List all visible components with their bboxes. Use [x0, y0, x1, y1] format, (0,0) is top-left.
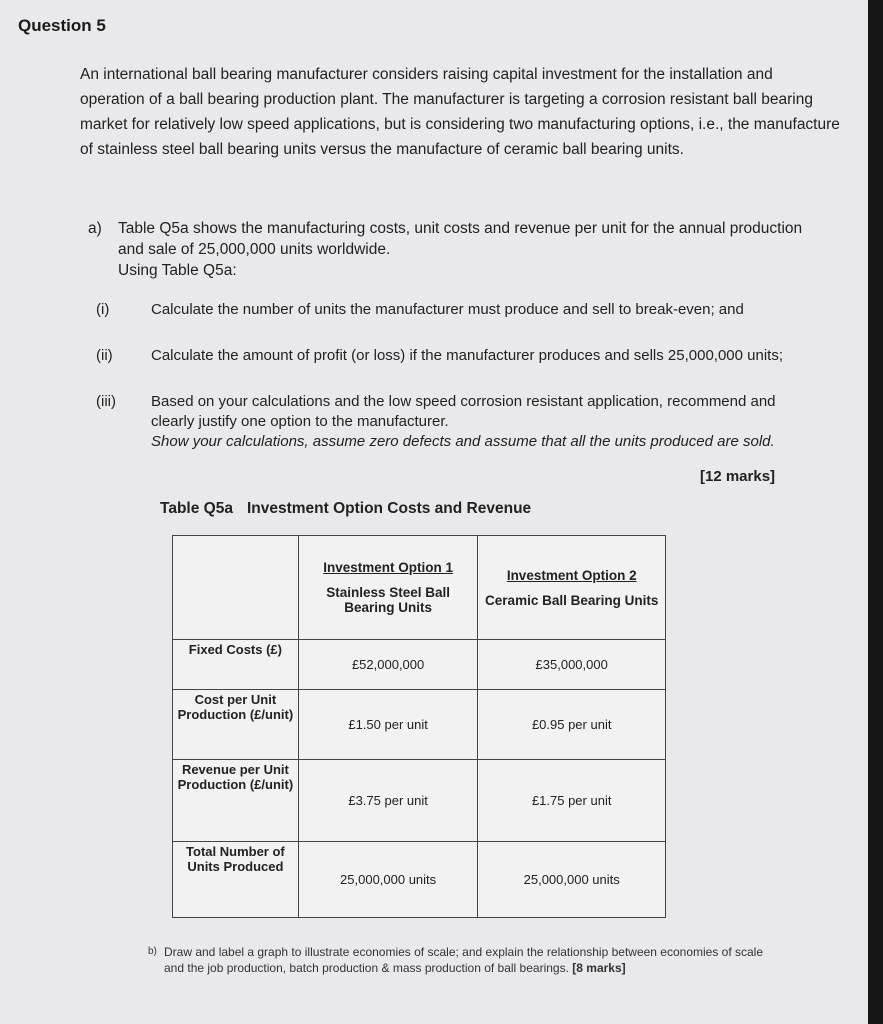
table-cell: £0.95 per unit [478, 690, 666, 760]
sub-item-text: Based on your calculations and the low speed corrosion resistant application, recommend and clearly justify one option to the manufacturer. [151, 393, 776, 430]
sub-item-text-wrap [151, 392, 811, 452]
sub-item-number: (ii) [96, 347, 113, 364]
part-b-marks: [8 marks] [572, 961, 626, 975]
option-1-heading: Investment Option 1 [323, 560, 453, 575]
part-b-text: Draw and label a graph to illustrate economies of scale; and explain the relationship between economies of scale and the job production, batch production & mass production of ball bearings. [164, 945, 764, 975]
table-cell: 25,000,000 units [298, 842, 478, 918]
table-cell: £52,000,000 [298, 640, 478, 690]
table-cell: £1.75 per unit [478, 760, 666, 842]
table-row [173, 640, 666, 690]
sub-item-text: Calculate the number of units the manufacturer must produce and sell to break-even; and [151, 301, 744, 318]
part-b-text-wrap [164, 944, 764, 976]
marks-part-a: [12 marks] [700, 468, 776, 485]
table-header-row [173, 536, 666, 640]
column-header-option-2 [478, 536, 666, 640]
part-a-body [118, 218, 818, 281]
sub-item-number: (i) [96, 301, 110, 318]
row-label: Total Number of Units Produced [173, 842, 299, 918]
question-title: Question 5 [18, 16, 106, 35]
part-a-label: a) [88, 220, 102, 237]
sub-item-instruction: Show your calculations, assume zero defects and assume that all the units produced are sold. [151, 433, 775, 450]
intro-paragraph: An international ball bearing manufacturer considers raising capital investment for the installation and operation of a ball bearing production plant. The manufacturer is targeting a corrosion resistant ball bearing market for relatively low speed applications, but is considering two manufacturing options, i.e., the manufacture of stainless steel ball bearing units versus the manufacture of ceramic ball bearing units. [80, 66, 840, 158]
option-1-subheading: Stainless Steel Ball Bearing Units [326, 585, 450, 615]
part-a-using: Using Table Q5a: [118, 262, 237, 279]
sub-item-number: (iii) [96, 393, 116, 410]
row-label: Revenue per Unit Production (£/unit) [173, 760, 299, 842]
part-a-text: Table Q5a shows the manufacturing costs, unit costs and revenue per unit for the annual production and sale of 25,000,000 units worldwide. [118, 220, 803, 258]
row-label: Cost per Unit Production (£/unit) [173, 690, 299, 760]
table-caption-title: Investment Option Costs and Revenue [246, 500, 532, 517]
table-caption-id: Table Q5a [160, 500, 233, 517]
table-cell: £3.75 per unit [298, 760, 478, 842]
table-row [173, 760, 666, 842]
table-cell: £35,000,000 [478, 640, 666, 690]
table-corner-cell [173, 536, 299, 640]
column-header-option-1 [298, 536, 478, 640]
table-row [173, 690, 666, 760]
option-2-subheading: Ceramic Ball Bearing Units [485, 592, 659, 608]
table-caption [160, 500, 531, 518]
table-cell: £1.50 per unit [298, 690, 478, 760]
row-label: Fixed Costs (£) [173, 640, 299, 690]
option-2-heading: Investment Option 2 [506, 567, 637, 583]
part-b-label: b) [148, 946, 157, 957]
table-cell: 25,000,000 units [478, 842, 666, 918]
investment-table [172, 535, 666, 918]
table-row [173, 842, 666, 918]
sub-item-text: Calculate the amount of profit (or loss) if the manufacturer produces and sells 25,000,000 units; [151, 347, 784, 364]
photo-shadow-edge [868, 0, 883, 1024]
